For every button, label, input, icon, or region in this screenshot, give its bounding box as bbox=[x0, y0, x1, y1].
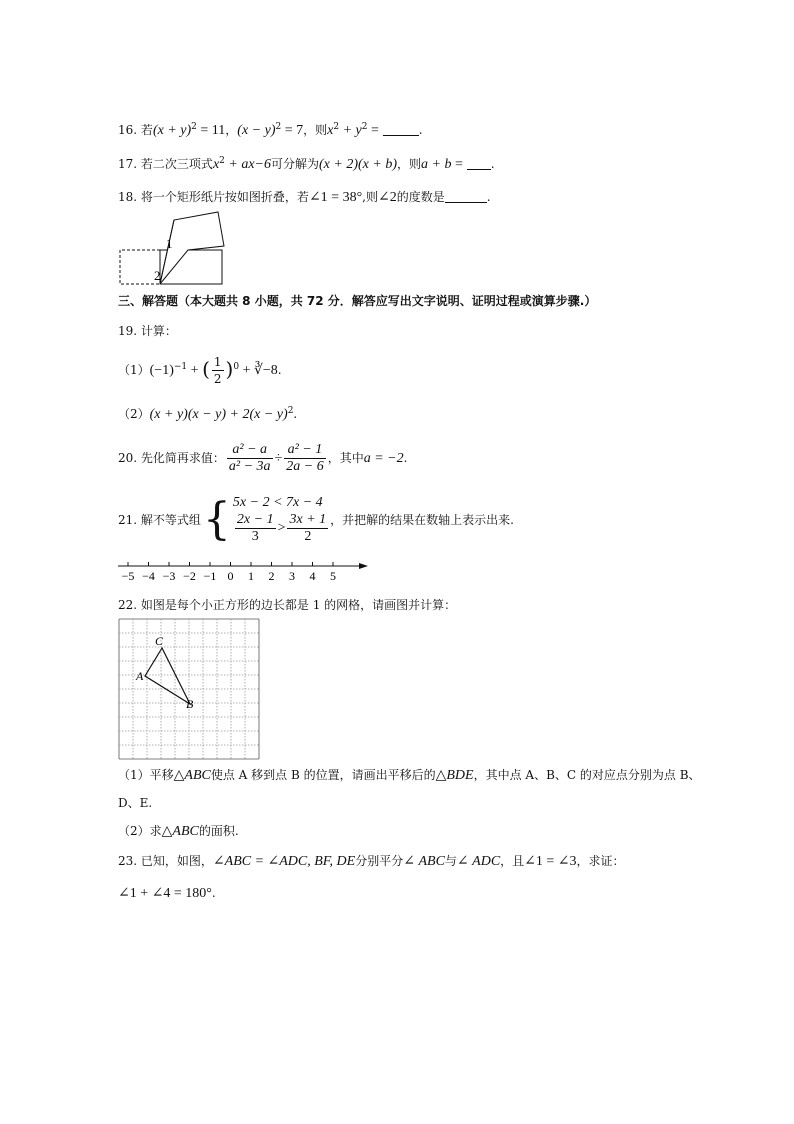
angle-2-label: 2 bbox=[154, 268, 161, 283]
folded-rectangle-figure bbox=[116, 210, 228, 288]
axis-tick-label: −3 bbox=[162, 569, 176, 583]
axis-tick-label: −2 bbox=[183, 569, 196, 583]
axis-tick-label: 4 bbox=[309, 569, 316, 583]
fraction: $\frac{1}{2}$ bbox=[213, 355, 222, 386]
point-c-label: C bbox=[155, 634, 164, 648]
axis-tick-label: 5 bbox=[330, 569, 336, 583]
question-22-part-1-cont: D、E. bbox=[118, 796, 153, 810]
answer-blank[interactable] bbox=[383, 123, 419, 136]
question-22-title: 22. 如图是每个小正方形的边长都是 1 的网格，请画图并计算： bbox=[118, 598, 457, 612]
question-17: 17. 若二次三项式$x^2 + ax-6$可分解为(x + 2)(x + b)，则a + b = . bbox=[118, 156, 495, 172]
question-22-part-1: （1）平移△ABC使点 A 移到点 B 的位置，请画出平移后的△BDE，其中点 A、B、C 的对应点分别为点 B、 bbox=[118, 768, 701, 783]
fraction: $\frac{2x - 1}{3}$ bbox=[236, 512, 274, 544]
axis-tick-label: 3 bbox=[289, 569, 295, 583]
axis-tick-label: −5 bbox=[121, 569, 135, 583]
point-a-label: A bbox=[136, 669, 144, 683]
axis-arrow bbox=[359, 563, 368, 569]
fraction: $\frac{\text{a² − 1}}{2a - 6}$ bbox=[286, 442, 324, 474]
inequality-system: 5x − 2 < 7x − 4 $\frac{2x - 1}{3}$ > $\frac{3x + 1}{2}$ bbox=[232, 495, 327, 544]
question-23: 23. 已知，如图，∠ABC = ∠ADC, BF, DE分别平分∠ ABC与∠ ADC，且∠1 = ∠3，求证： bbox=[118, 854, 625, 869]
answer-blank[interactable] bbox=[467, 157, 491, 170]
axis-tick-label: 2 bbox=[268, 569, 275, 583]
question-21: 21. 解不等式组 { 5x − 2 < 7x − 4 $\frac{2x - 1}{3}$ > $\frac{3x + 1}{2}$ ，并把解的结果在数轴上表示出来. bbox=[118, 493, 514, 545]
question-22-part-2: （2）求△ABC的面积. bbox=[118, 824, 239, 839]
axis-tick-label: −4 bbox=[142, 569, 155, 583]
number-line bbox=[116, 558, 376, 586]
angle-1-label: 1 bbox=[166, 236, 173, 251]
question-20: 20. 先化简再求值： $\frac{\text{a² − a}}{\text{a² − 3a}}$ ÷ $\frac{\text{a² − 1}}{2a - 6}$ ，其中a = −2. bbox=[118, 442, 408, 474]
axis-tick-label: −1 bbox=[203, 569, 217, 583]
axis-tick-label: 0 bbox=[227, 569, 234, 583]
question-19-part-1: $(1)(-1)^{-1}$ + ( $\frac{1}{2}$ )$^0$ + ∛−8. bbox=[118, 355, 282, 386]
triangle-abc bbox=[145, 648, 190, 704]
fraction: $\frac{\text{a² − a}}{\text{a² − 3a}}$ bbox=[228, 442, 271, 474]
question-19-title: 19. 计算： bbox=[118, 324, 177, 338]
question-16: 16. 若$(x + y)^2 = 11$，$(x - y)^2 = 7$，则$x^2 + y^2$ = . bbox=[118, 122, 423, 138]
axis-tick-label: 1 bbox=[248, 569, 254, 583]
fraction: $\frac{3x + 1}{2}$ bbox=[289, 512, 327, 544]
answer-blank[interactable] bbox=[445, 190, 487, 203]
point-b-label: B bbox=[186, 697, 194, 711]
question-23-cont: ∠1 + ∠4 = 180°. bbox=[118, 886, 216, 901]
grid-figure bbox=[118, 618, 260, 760]
section-heading: 三、解答题（本大题共 8 小题，共 72 分．解答应写出文字说明、证明过程或演算步骤.） bbox=[118, 294, 597, 308]
question-18: 18. 将一个矩形纸片按如图折叠，若∠1 = 38°,则∠2的度数是 . bbox=[118, 190, 491, 205]
question-19-part-2: $(2)(x + y)(x - y) + 2(x - y)^2$. bbox=[118, 406, 298, 422]
